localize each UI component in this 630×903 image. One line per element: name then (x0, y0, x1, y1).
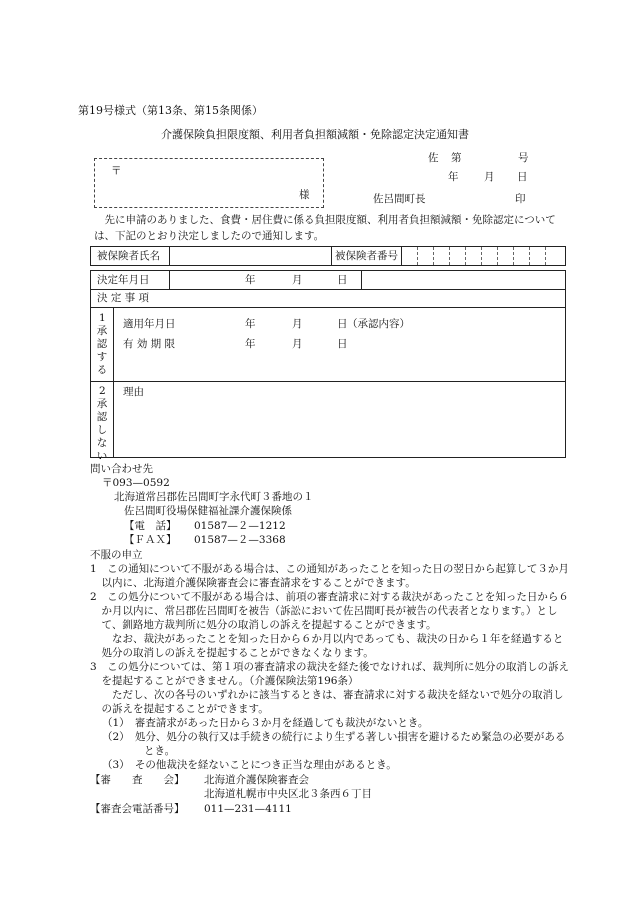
council-name: 北海道介護保険審査会 (204, 774, 309, 786)
decision-table (90, 270, 566, 462)
contact-heading: 問い合わせ先 (90, 463, 153, 475)
contact-fax: 01587—２—3368 (194, 534, 286, 546)
applicable-month: 月 (292, 318, 303, 330)
approve-number: 1 (99, 312, 106, 324)
contact-tel: 01587—２—1212 (194, 520, 286, 532)
appeal-paragraph-3b: ただし、次の各号のいずれかに該当するときは、審査請求に対する裁決を経ないで処分の取消しの訴えを提起することができます。 (101, 689, 564, 715)
mayor-title: 佐呂間町長 (373, 193, 426, 205)
applicable-year: 年 (245, 318, 256, 330)
reject-label: 承認しない (96, 398, 108, 462)
honorific: 様 (299, 189, 310, 201)
validity-month: 月 (292, 338, 303, 350)
decision-items-label: 決 定 事 項 (97, 292, 150, 304)
appeal-heading: 不服の申立 (90, 549, 143, 561)
issuer-sa: 佐 (428, 152, 439, 164)
intro-text: 先に申請のありました、食費・居住費に係る負担限度額、利用者負担額減額・免除認定については、下記のとおり決定しましたので通知します。 (94, 214, 556, 242)
council-tel-label: 【審査会電話番号】 (90, 803, 185, 815)
appeal-paragraph-1: 1 この通知について不服がある場合は、この通知があったことを知った日の翌日から起算して３か月以内に、北海道介護保険審査会に審査請求をすることができます。 (90, 563, 569, 589)
issue-month: 月 (484, 171, 495, 183)
validity-year: 年 (245, 338, 256, 350)
validity-label: 有 効 期 限 (123, 338, 176, 350)
decision-date-label: 決定年月日 (97, 274, 150, 286)
reject-number: 2 (99, 385, 106, 397)
council-label: 【審 査 会】 (90, 774, 185, 786)
document-title: 介護保険負担限度額、利用者負担額減額・免除認定決定通知書 (161, 128, 469, 141)
appeal-item-1: （1） 審査請求があった日から３か月を経過しても裁決がないとき。 (102, 717, 429, 729)
validity-day: 日 (337, 338, 348, 350)
council-tel: 011—231—4111 (204, 803, 292, 815)
contact-fax-label: 【ＦＡＸ】 (124, 534, 177, 546)
contact-postal: 〒093—0592 (102, 477, 170, 489)
address-box (94, 158, 324, 208)
issue-day: 日 (517, 171, 528, 183)
postal-mark: 〒 (111, 165, 122, 177)
form-number: 第19号様式（第13条、第15条関係） (78, 104, 263, 117)
reason-label: 理由 (123, 386, 144, 398)
appeal-paragraph-3: 3 この処分については、第１項の審査請求の裁決を経た後でなければ、裁判所に処分の取消しの訴えを提起することができません。（介護保険法第196条） (90, 661, 569, 687)
appeal-item-2: （2） 処分、処分の執行又は手続きの続行により生ずる著しい損害を避けるため緊急の必要があるとき。 (102, 731, 566, 757)
approve-label: 承認する (96, 325, 108, 376)
appeal-item-3: （3） その他裁決を経ないことにつき正当な理由があるとき。 (102, 759, 397, 771)
issue-year: 年 (448, 171, 459, 183)
contact-tel-label: 【電 話】 (124, 520, 177, 532)
seal-mark: 印 (515, 193, 526, 205)
appeal-paragraph-2b: なお、裁決があったことを知った日から６か月以内であっても、裁決の日から１年を経過すると処分の取消しの訴えを提起することができなくなります。 (101, 633, 564, 659)
applicable-date-label: 適用年月日 (123, 318, 176, 330)
appeal-paragraph-2: 2 この処分について不服がある場合は、前項の審査請求に対する裁決があったことを知った日から６か月以内に、常呂郡佐呂間町を被告（訴訟において佐呂間町長が被告の代表者となります。）として、釧路地方裁判所に処分の取消しの訴えを提起することができます。 (90, 591, 569, 631)
insured-name-label: 被保険者氏名 (97, 250, 160, 262)
issuer-dai: 第 (451, 152, 462, 164)
contact-office: 佐呂間町役場保健福祉課介護保険係 (124, 505, 292, 517)
decision-year: 年 (245, 274, 256, 286)
insured-row (90, 246, 566, 266)
insured-number-label: 被保険者番号 (335, 250, 398, 262)
issuer-go: 号 (518, 152, 529, 164)
applicable-day: 日 (337, 318, 348, 330)
contact-address: 北海道常呂郡佐呂間町字永代町３番地の１ (114, 491, 314, 503)
decision-month: 月 (292, 274, 303, 286)
approval-content-label: （承認内容） (347, 318, 410, 330)
decision-day: 日 (337, 274, 348, 286)
council-address: 北海道札幌市中央区北３条西６丁目 (204, 788, 372, 800)
